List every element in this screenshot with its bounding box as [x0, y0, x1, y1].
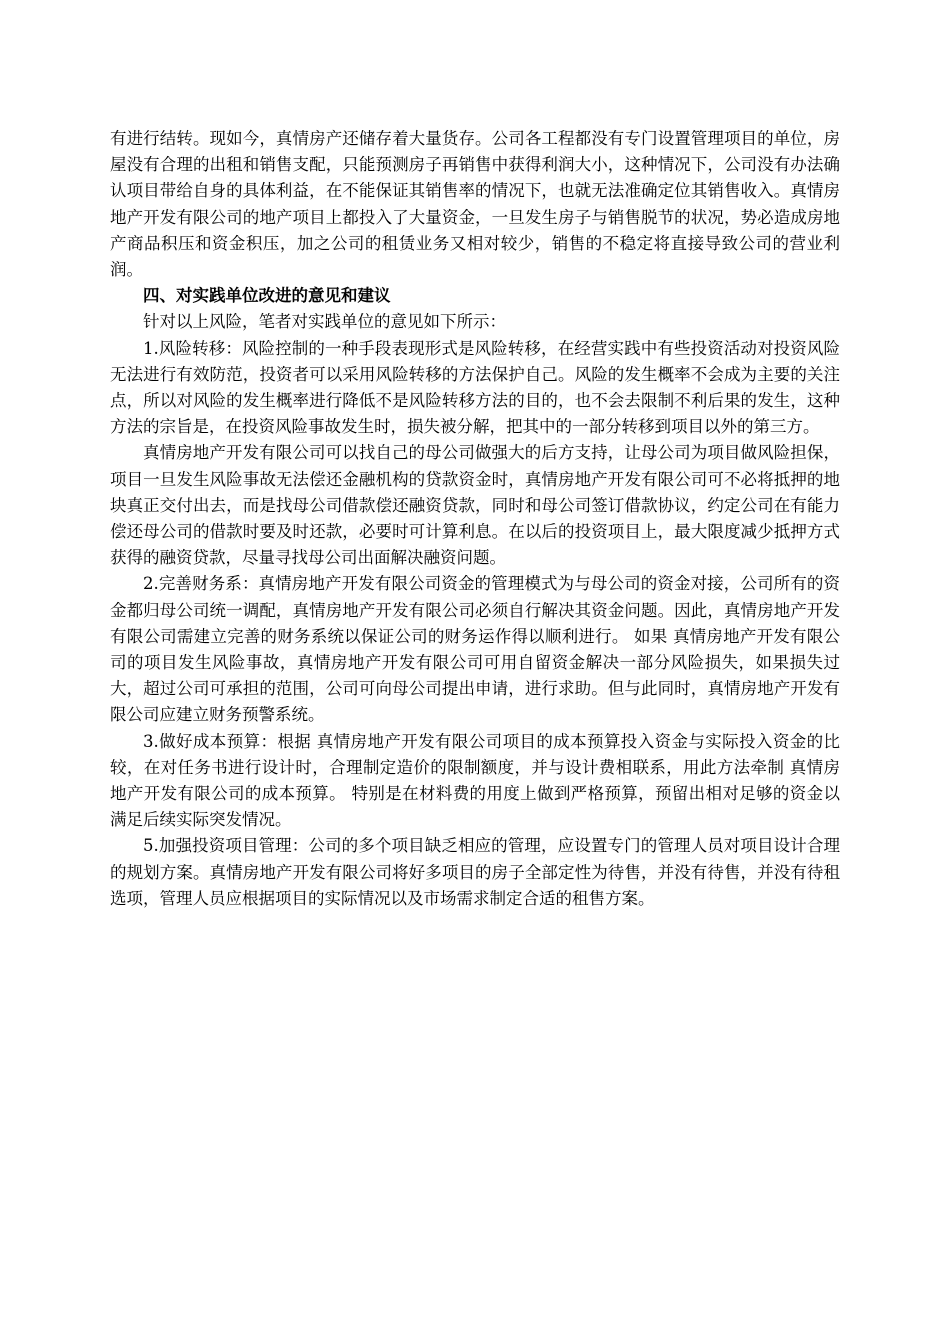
- section-heading: 四、对实践单位改进的意见和建议: [143, 286, 391, 306]
- paragraph-continued: 有进行结转。现如今，真情房产还储存着大量货存。公司各工程都没有专门设置管理项目的单位，房屋没有合理的出租和销售支配，只能预测房子再销售中获得利润大小，这种情况下，公司没有办法确认项目带给自身的具体利益，在不能保证其销售率的情况下，也就无法准确定位其销售收入。真情房地产开发有限公司的地产项目上都投入了大量资金，一旦发生房子与销售脱节的状况，势必造成房地产商品积压和资金积压，加之公司的租赁业务又相对较少，销售的不稳定将直接导致公司的营业利润。: [110, 129, 840, 280]
- paragraph-risk-transfer: 1.风险转移：风险控制的一种手段表现形式是风险转移，在经营实践中有些投资活动对投资风险无法进行有效防范，投资者可以采用风险转移的方法保护自己。风险的发生概率不会成为主要的关注点，所以对风险的发生概率进行降低不是风险转移方法的目的，也不会去限制不利后果的发生，这种方法的宗旨是，在投资风险事故发生时，损失被分解，把其中的一部分转移到项目以外的第三方。: [110, 338, 840, 437]
- paragraph-parent-support: 真情房地产开发有限公司可以找自己的母公司做强大的后方支持，让母公司为项目做风险担保，项目一旦发生风险事故无法偿还金融机构的贷款资金时，真情房地产开发有限公司可不必将抵押的地块真正交付出去，而是找母公司借款偿还融资贷款，同时和母公司签订借款协议，约定公司在有能力偿还母公司的借款时要及时还款，必要时可计算利息。在以后的投资项目上，最大限度减少抵押方式获得的融资贷款，尽量寻找母公司出面解决融资问题。: [110, 443, 840, 568]
- paragraph-finance-system: 2.完善财务系：真情房地产开发有限公司资金的管理模式为与母公司的资金对接，公司所有的资金都归母公司统一调配，真情房地产开发有限公司必须自行解决其资金问题。因此，真情房地产开发有限公司需建立完善的财务系统以保证公司的财务运作得以顺利进行。 如果 真情房地产开发有限公司的项目发生风险事故，真情房地产开发有限公司可用自留资金解决一部分风险损失，如果损失过大，超过公司可承担的范围，公司可向母公司提出申请，进行求助。但与此同时，真情房地产开发有限公司应建立财务预警系统。: [110, 574, 840, 725]
- document-body: [110, 126, 840, 912]
- paragraph-intro: 针对以上风险，笔者对实践单位的意见如下所示：: [143, 312, 506, 332]
- paragraph-cost-budget: 3.做好成本预算：根据 真情房地产开发有限公司项目的成本预算投入资金与实际投入资金的比较，在对任务书进行设计时，合理制定造价的限制额度，并与设计费相联系，用此方法牵制 真情房地产开发有限公司的成本预算。 特别是在材料费的用度上做到严格预算，预留出相对足够的资金以满足后续实际突发情况。: [110, 731, 840, 830]
- paragraph-project-management: 5.加强投资项目管理：公司的多个项目缺乏相应的管理，应设置专门的管理人员对项目设计合理的规划方案。真情房地产开发有限公司将好多项目的房子全部定性为待售，并没有待售，并没有待租选项，管理人员应根据项目的实际情况以及市场需求制定合适的租售方案。: [110, 836, 840, 908]
